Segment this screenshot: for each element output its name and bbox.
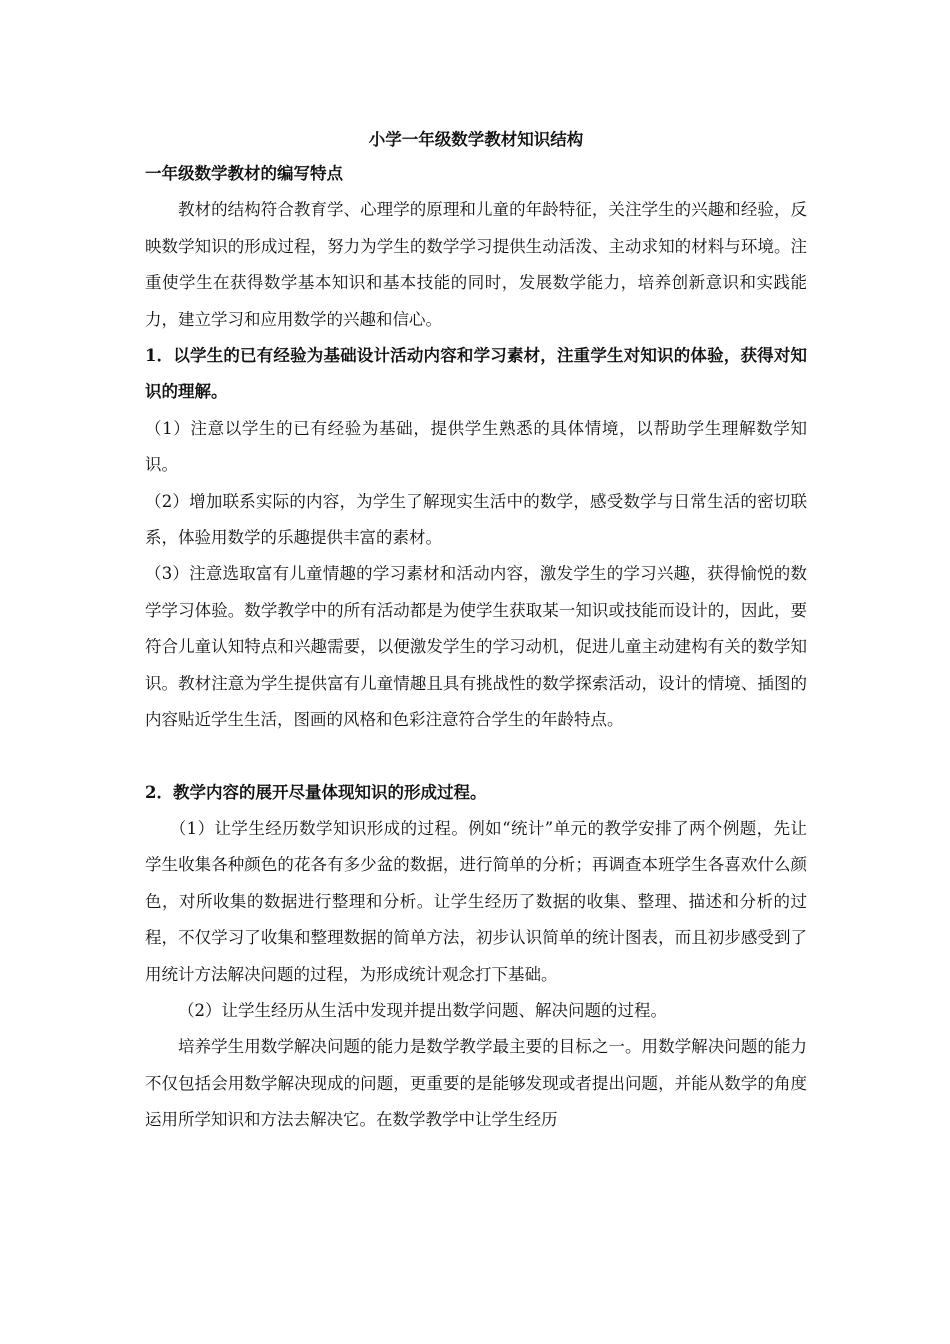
- point2-item-1: （1）让学生经历数学知识形成的过程。例如“统计”单元的教学安排了两个例题，先让学生收集各种颜色的花各有多少盆的数据，进行简单的分析；再调查本班学生各喜欢什么颜色，对所收集的数据进行整理和分析。让学生经历了数据的收集、整理、描述和分析的过程，不仅学习了收集和整理数据的简单方法，初步认识简单的统计图表，而且初步感受到了用统计方法解决问题的过程，为形成统计观念打下基础。: [145, 818, 807, 984]
- point2-item-2-body: 培养学生用数学解决问题的能力是数学教学最主要的目标之一。用数学解决问题的能力不仅包括会用数学解决现成的问题，更重要的是能够发现或者提出问题，并能从数学的角度运用所学知识和方法去解决它。在数学教学中让学生经历: [145, 1037, 807, 1130]
- point2-heading: 2．教学内容的展开尽量体现知识的形成过程。: [145, 782, 487, 802]
- point1-item-1: （1）注意以学生的已有经验为基础，提供学生熟悉的具体情境，以帮助学生理解数学知识。: [145, 418, 807, 475]
- point1-item-3: （3）注意选取富有儿童情趣的学习素材和活动内容，激发学生的学习兴趣，获得愉悦的数学学习体验。数学教学中的所有活动都是为使学生获取某一知识或技能而设计的，因此，要符合儿童认知特点和兴趣需要，以便激发学生的学习动机，促进儿童主动建构有关的数学知识。教材注意为学生提供富有儿童情趣且具有挑战性的数学探索活动，设计的情境、插图的内容贴近学生生活，图画的风格和色彩注意符合学生的年龄特点。: [145, 564, 807, 730]
- point2-item-2: （2）让学生经历从生活中发现并提出数学问题、解决问题的过程。: [178, 1000, 667, 1020]
- intro-paragraph: 教材的结构符合教育学、心理学的原理和儿童的年龄特征，关注学生的兴趣和经验，反映数学知识的形成过程，努力为学生的数学学习提供生动活泼、主动求知的材料与环境。注重使学生在获得数学基本知识和基本技能的同时，发展数学能力，培养创新意识和实践能力，建立学习和应用数学的兴趣和信心。: [145, 200, 807, 329]
- point1-item-2: （2）增加联系实际的内容，为学生了解现实生活中的数学，感受数学与日常生活的密切联系，体验用数学的乐趣提供丰富的素材。: [145, 491, 807, 548]
- document-title: 小学一年级数学教材知识结构: [368, 130, 584, 149]
- point1-heading: 1．以学生的已有经验为基础设计活动内容和学习素材，注重学生对知识的体验，获得对知识的理解。: [145, 346, 807, 402]
- section-heading: 一年级数学教材的编写特点: [145, 164, 343, 183]
- paragraph-spacer: [145, 739, 807, 775]
- document-page: [145, 123, 807, 1139]
